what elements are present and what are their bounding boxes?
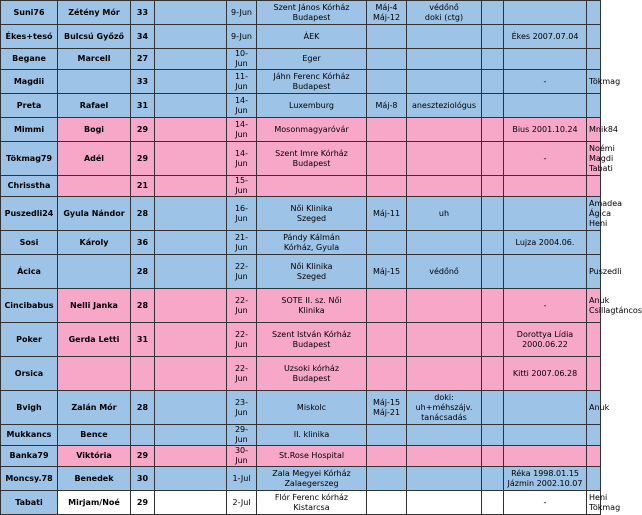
cell-friends: Puszedli — [587, 255, 601, 289]
cell-extra — [482, 425, 504, 446]
cell-previous-children: Kitti 2007.06.28 — [504, 357, 587, 391]
cell-care-notes — [407, 25, 482, 49]
cell-nick: Bvigh — [1, 391, 58, 425]
cell-friends: Noémi Magdi Tabati — [587, 142, 601, 176]
cell-friends — [587, 323, 601, 357]
cell-extra — [482, 1, 504, 25]
cell-friends — [587, 25, 601, 49]
table-row — [1, 446, 601, 467]
cell-visit-dates — [367, 323, 407, 357]
cell-baby-name: Zétény Mór — [58, 1, 131, 25]
cell-age: 36 — [131, 231, 155, 255]
cell-care-notes — [407, 491, 482, 515]
cell-extra — [482, 391, 504, 425]
cell-friends — [587, 1, 601, 25]
cell-nick: Cincibabus — [1, 289, 58, 323]
cell-visit-dates: Máj-8 — [367, 94, 407, 118]
cell-care-notes — [407, 49, 482, 70]
cell-previous-children — [504, 1, 587, 25]
cell-baby-name: Rafael — [58, 94, 131, 118]
table-row — [1, 25, 601, 49]
cell-friends: Tökmag — [587, 70, 601, 94]
cell-hospital: Luxemburg — [257, 94, 367, 118]
cell-nick: Begane — [1, 49, 58, 70]
cell-spacer — [155, 1, 227, 25]
cell-baby-name: Nelli Janka — [58, 289, 131, 323]
cell-nick: Banka79 — [1, 446, 58, 467]
cell-care-notes: védőnő — [407, 255, 482, 289]
cell-care-notes — [407, 289, 482, 323]
cell-extra — [482, 491, 504, 515]
cell-due-date: 10-Jun — [227, 49, 257, 70]
cell-friends — [587, 357, 601, 391]
cell-nick: Suni76 — [1, 1, 58, 25]
cell-due-date: 1-Jul — [227, 467, 257, 491]
cell-visit-dates — [367, 357, 407, 391]
cell-care-notes — [407, 118, 482, 142]
cell-baby-name: Károly — [58, 231, 131, 255]
cell-spacer — [155, 357, 227, 391]
cell-nick: Orsica — [1, 357, 58, 391]
cell-age: 28 — [131, 255, 155, 289]
cell-nick: Chrisstha — [1, 176, 58, 197]
cell-due-date: 11-Jun — [227, 70, 257, 94]
cell-due-date: 22-Jun — [227, 323, 257, 357]
cell-care-notes — [407, 176, 482, 197]
cell-hospital: St.Rose Hospital — [257, 446, 367, 467]
cell-friends: Mnik84 — [587, 118, 601, 142]
cell-previous-children: Réka 1998.01.15 Jázmin 2002.10.07 — [504, 467, 587, 491]
cell-hospital — [257, 176, 367, 197]
cell-age: 29 — [131, 142, 155, 176]
table-row — [1, 197, 601, 231]
table-row — [1, 425, 601, 446]
cell-friends: Heni Tökmag — [587, 491, 601, 515]
cell-care-notes — [407, 142, 482, 176]
cell-spacer — [155, 425, 227, 446]
table-row — [1, 94, 601, 118]
cell-age: 21 — [131, 176, 155, 197]
cell-visit-dates — [367, 425, 407, 446]
cell-spacer — [155, 231, 227, 255]
cell-visit-dates: Máj-15 Máj-21 — [367, 391, 407, 425]
cell-hospital: ÁEK — [257, 25, 367, 49]
cell-care-notes — [407, 446, 482, 467]
table-row — [1, 357, 601, 391]
cell-previous-children: - — [504, 491, 587, 515]
cell-nick: Ékes+tesó — [1, 25, 58, 49]
cell-care-notes: aneszteziológus — [407, 94, 482, 118]
cell-previous-children — [504, 255, 587, 289]
cell-visit-dates: Máj-4 Máj-12 — [367, 1, 407, 25]
cell-spacer — [155, 197, 227, 231]
cell-age: 33 — [131, 70, 155, 94]
cell-care-notes: doki: uh+méhszájv. tanácsadás — [407, 391, 482, 425]
cell-extra — [482, 25, 504, 49]
cell-visit-dates — [367, 49, 407, 70]
cell-age: 34 — [131, 25, 155, 49]
table-row — [1, 323, 601, 357]
cell-due-date: 22-Jun — [227, 255, 257, 289]
cell-previous-children — [504, 176, 587, 197]
cell-nick: Puszedli24 — [1, 197, 58, 231]
cell-friends — [587, 49, 601, 70]
cell-due-date: 21-Jun — [227, 231, 257, 255]
cell-age — [131, 357, 155, 391]
cell-friends — [587, 446, 601, 467]
cell-age: 31 — [131, 94, 155, 118]
cell-baby-name — [58, 357, 131, 391]
cell-spacer — [155, 391, 227, 425]
cell-hospital: Pándy Kálmán Kórház, Gyula — [257, 231, 367, 255]
cell-nick: Tabati — [1, 491, 58, 515]
cell-nick: Preta — [1, 94, 58, 118]
cell-baby-name: Gyula Nándor — [58, 197, 131, 231]
cell-extra — [482, 142, 504, 176]
cell-baby-name: Viktória — [58, 446, 131, 467]
cell-visit-dates — [367, 142, 407, 176]
table-body — [1, 1, 642, 515]
cell-spacer — [155, 289, 227, 323]
table-row — [1, 289, 601, 323]
table-row — [1, 231, 601, 255]
cell-spacer — [155, 118, 227, 142]
cell-age: 30 — [131, 467, 155, 491]
cell-previous-children — [504, 391, 587, 425]
cell-extra — [482, 255, 504, 289]
cell-due-date: 14-Jun — [227, 94, 257, 118]
cell-extra — [482, 94, 504, 118]
cell-visit-dates — [367, 118, 407, 142]
cell-care-notes — [407, 231, 482, 255]
cell-nick: Poker — [1, 323, 58, 357]
cell-previous-children: - — [504, 289, 587, 323]
cell-hospital: Flór Ferenc kórház Kistarcsa — [257, 491, 367, 515]
cell-baby-name: Benedek — [58, 467, 131, 491]
cell-spacer — [155, 467, 227, 491]
cell-previous-children: Bius 2001.10.24 — [504, 118, 587, 142]
cell-previous-children: Lujza 2004.06. — [504, 231, 587, 255]
cell-baby-name: Marcell — [58, 49, 131, 70]
cell-extra — [482, 197, 504, 231]
cell-extra — [482, 176, 504, 197]
cell-visit-dates — [367, 467, 407, 491]
cell-spacer — [155, 323, 227, 357]
cell-friends — [587, 425, 601, 446]
cell-friends: Anuk Csillagtáncos — [587, 289, 601, 323]
cell-due-date: 9-Jun — [227, 25, 257, 49]
cell-age: 29 — [131, 118, 155, 142]
cell-care-notes: uh — [407, 197, 482, 231]
cell-spacer — [155, 25, 227, 49]
cell-previous-children — [504, 94, 587, 118]
cell-visit-dates: Máj-15 — [367, 255, 407, 289]
cell-friends: Amadea Ágica Heni — [587, 197, 601, 231]
cell-spacer — [155, 255, 227, 289]
cell-friends — [587, 94, 601, 118]
cell-spacer — [155, 142, 227, 176]
cell-visit-dates — [367, 231, 407, 255]
cell-hospital: Szent István Kórház Budapest — [257, 323, 367, 357]
cell-baby-name: Adél — [58, 142, 131, 176]
table-row — [1, 255, 601, 289]
cell-hospital: Mosonmagyaróvár — [257, 118, 367, 142]
cell-baby-name: Bogi — [58, 118, 131, 142]
cell-baby-name: Zalán Mór — [58, 391, 131, 425]
cell-nick: Magdii — [1, 70, 58, 94]
cell-visit-dates — [367, 70, 407, 94]
cell-hospital: SOTE II. sz. Női Klinika — [257, 289, 367, 323]
cell-extra — [482, 467, 504, 491]
cell-care-notes: védőnő doki (ctg) — [407, 1, 482, 25]
cell-due-date: 29-Jun — [227, 425, 257, 446]
cell-care-notes — [407, 323, 482, 357]
cell-hospital: Eger — [257, 49, 367, 70]
cell-baby-name — [58, 255, 131, 289]
cell-visit-dates — [367, 289, 407, 323]
table-row — [1, 491, 601, 515]
cell-extra — [482, 118, 504, 142]
cell-baby-name — [58, 176, 131, 197]
cell-age: 28 — [131, 289, 155, 323]
cell-hospital: Szent Imre Kórház Budapest — [257, 142, 367, 176]
cell-nick: Mukkancs — [1, 425, 58, 446]
cell-due-date: 30-Jun — [227, 446, 257, 467]
cell-care-notes — [407, 357, 482, 391]
cell-hospital: II. klinika — [257, 425, 367, 446]
table-row — [1, 176, 601, 197]
cell-age — [131, 425, 155, 446]
table-row — [1, 70, 601, 94]
cell-age: 27 — [131, 49, 155, 70]
cell-baby-name: Mirjam/Noé — [58, 491, 131, 515]
cell-baby-name: Gerda Letti — [58, 323, 131, 357]
table-row — [1, 1, 601, 25]
cell-nick: Tökmag79 — [1, 142, 58, 176]
cell-friends — [587, 176, 601, 197]
cell-previous-children — [504, 197, 587, 231]
cell-friends — [587, 231, 601, 255]
cell-spacer — [155, 176, 227, 197]
cell-hospital: Női Klinika Szeged — [257, 197, 367, 231]
cell-baby-name: Bulcsú Győző — [58, 25, 131, 49]
cell-hospital: Zala Megyei Kórház Zalaegerszeg — [257, 467, 367, 491]
cell-spacer — [155, 94, 227, 118]
table-row — [1, 391, 601, 425]
cell-due-date: 14-Jun — [227, 142, 257, 176]
cell-previous-children — [504, 49, 587, 70]
cell-age: 29 — [131, 446, 155, 467]
cell-nick: Sosi — [1, 231, 58, 255]
cell-extra — [482, 289, 504, 323]
cell-hospital: Szent János Kórház Budapest — [257, 1, 367, 25]
cell-visit-dates — [367, 446, 407, 467]
cell-due-date: 22-Jun — [227, 289, 257, 323]
cell-nick: Ácica — [1, 255, 58, 289]
cell-spacer — [155, 446, 227, 467]
cell-previous-children: - — [504, 142, 587, 176]
cell-extra — [482, 357, 504, 391]
cell-due-date: 15-Jun — [227, 176, 257, 197]
table-row — [1, 118, 601, 142]
cell-baby-name: Bence — [58, 425, 131, 446]
table-row — [1, 467, 601, 491]
cell-spacer — [155, 70, 227, 94]
cell-age: 33 — [131, 1, 155, 25]
cell-extra — [482, 231, 504, 255]
cell-hospital: Jáhn Ferenc Kórház Budapest — [257, 70, 367, 94]
cell-spacer — [155, 49, 227, 70]
cell-spacer — [155, 491, 227, 515]
cell-previous-children — [504, 425, 587, 446]
cell-care-notes — [407, 467, 482, 491]
cell-friends — [587, 467, 601, 491]
cell-baby-name — [58, 70, 131, 94]
cell-hospital: Női Klinika Szeged — [257, 255, 367, 289]
cell-due-date: 23-Jun — [227, 391, 257, 425]
cell-previous-children: Dorottya Lídia 2000.06.22 — [504, 323, 587, 357]
cell-care-notes — [407, 425, 482, 446]
cell-previous-children: - — [504, 70, 587, 94]
cell-visit-dates — [367, 25, 407, 49]
cell-age: 29 — [131, 491, 155, 515]
cell-care-notes — [407, 70, 482, 94]
cell-extra — [482, 446, 504, 467]
cell-nick: Mimmi — [1, 118, 58, 142]
cell-visit-dates — [367, 176, 407, 197]
cell-age: 31 — [131, 323, 155, 357]
cell-hospital: Miskolc — [257, 391, 367, 425]
cell-extra — [482, 70, 504, 94]
table-row — [1, 142, 601, 176]
cell-age: 28 — [131, 197, 155, 231]
cell-due-date: 14-Jun — [227, 118, 257, 142]
cell-visit-dates: Máj-11 — [367, 197, 407, 231]
cell-due-date: 16-Jun — [227, 197, 257, 231]
cell-previous-children: Ékes 2007.07.04 — [504, 25, 587, 49]
cell-friends: Anuk — [587, 391, 601, 425]
cell-extra — [482, 49, 504, 70]
cell-nick: Moncsy.78 — [1, 467, 58, 491]
cell-hospital: Uzsoki kórház Budapest — [257, 357, 367, 391]
table-row — [1, 49, 601, 70]
cell-due-date: 22-Jun — [227, 357, 257, 391]
cell-due-date: 9-Jun — [227, 1, 257, 25]
cell-visit-dates — [367, 491, 407, 515]
cell-previous-children — [504, 446, 587, 467]
cell-extra — [482, 323, 504, 357]
cell-due-date: 2-Jul — [227, 491, 257, 515]
cell-age: 28 — [131, 391, 155, 425]
